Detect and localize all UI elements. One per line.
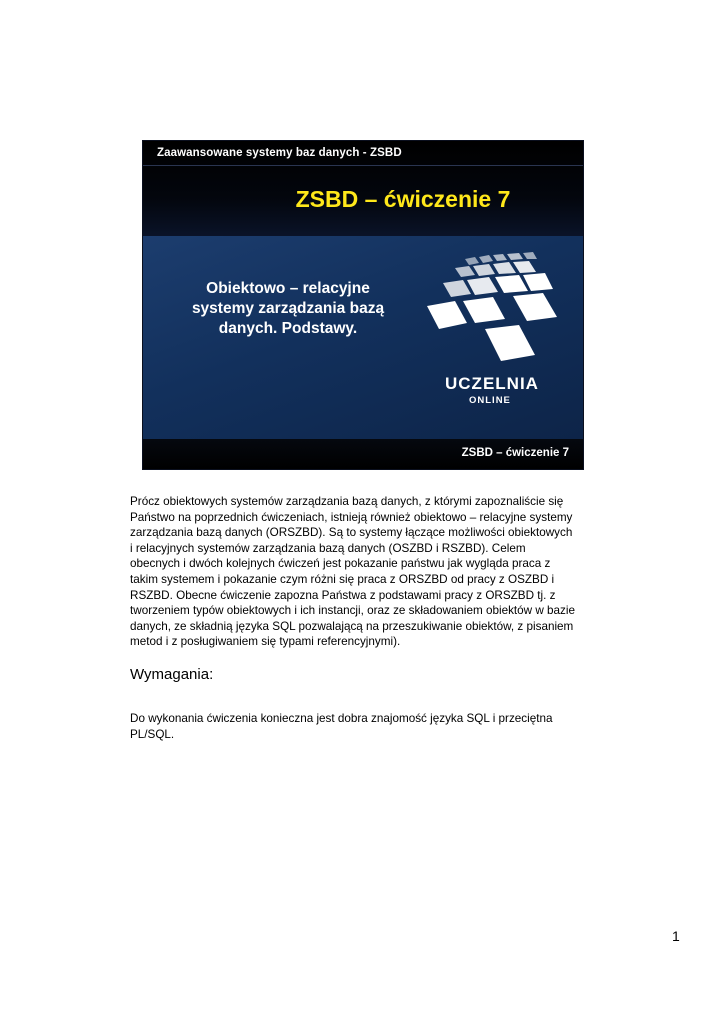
paragraph-line: i relacyjnych systemów zarządzania bazą danych (OSZBD i RSZBD). Celem [130, 541, 526, 555]
requirements-line: PL/SQL. [130, 727, 175, 741]
slide-subtitle-line: Obiektowo – relacyjne [206, 280, 370, 297]
slide-title-text: ZSBD – ćwiczenie 7 [295, 186, 511, 212]
slide-title [143, 186, 583, 213]
paragraph-line: Prócz obiektowych systemów zarządzania bazą danych, z którymi zapoznaliście się [130, 495, 564, 508]
slide-divider [143, 165, 583, 166]
slide-subtitle-line: danych. Podstawy. [218, 320, 358, 337]
requirements-heading: Wymagania: [130, 666, 214, 683]
paragraph-line: takim systemem i pokazanie czym różni się praca z ORSZBD od pracy z OSZBD i [130, 572, 555, 586]
requirements-line: Do wykonania ćwiczenia konieczna jest dobra znajomość języka SQL i przeciętna [130, 712, 553, 725]
requirements-paragraph [130, 711, 600, 742]
slide-subtitle-line: systemy zarządzania bazą [191, 300, 385, 317]
paragraph-line: Państwo na poprzednich ćwiczeniach, istnieją również obiektowo – relacyjne systemy [130, 510, 573, 524]
paragraph-line: zarządzania bazą danych (ORSZBD). Są to systemy łączące możliwości obiektowych [130, 526, 573, 540]
intro-paragraph [130, 494, 600, 650]
slide-header: Zaawansowane systemy baz danych - ZSBD [157, 147, 402, 159]
slide-footer: ZSBD – ćwiczenie 7 [461, 447, 569, 459]
paragraph-line: metod i z posługiwaniem się typami referencyjnymi). [130, 635, 401, 649]
logo-text: UCZELNIA [445, 374, 539, 393]
logo-subtext: ONLINE [469, 395, 511, 406]
tiled-squares-logo-icon [413, 251, 573, 371]
paragraph-line: RSZBD. Obecne ćwiczenie zapozna Państwa z podstawami pracy z ORSZBD tj. z [130, 588, 556, 602]
slide-subtitle [173, 279, 403, 339]
paragraph-line: tworzeniem typów obiektowych i ich instancji, oraz ze składowaniem obiektów w bazie [130, 604, 575, 618]
page-number: 1 [672, 928, 680, 944]
paragraph-line: obecnych i dwóch kolejnych ćwiczeń jest pokazanie państwu jak wygląda praca z [130, 557, 551, 571]
slide-image [142, 140, 584, 470]
paragraph-line: danych, ze składnią języka SQL pozwalającą na przeszukiwanie obiektów, z pisaniem [130, 619, 574, 633]
